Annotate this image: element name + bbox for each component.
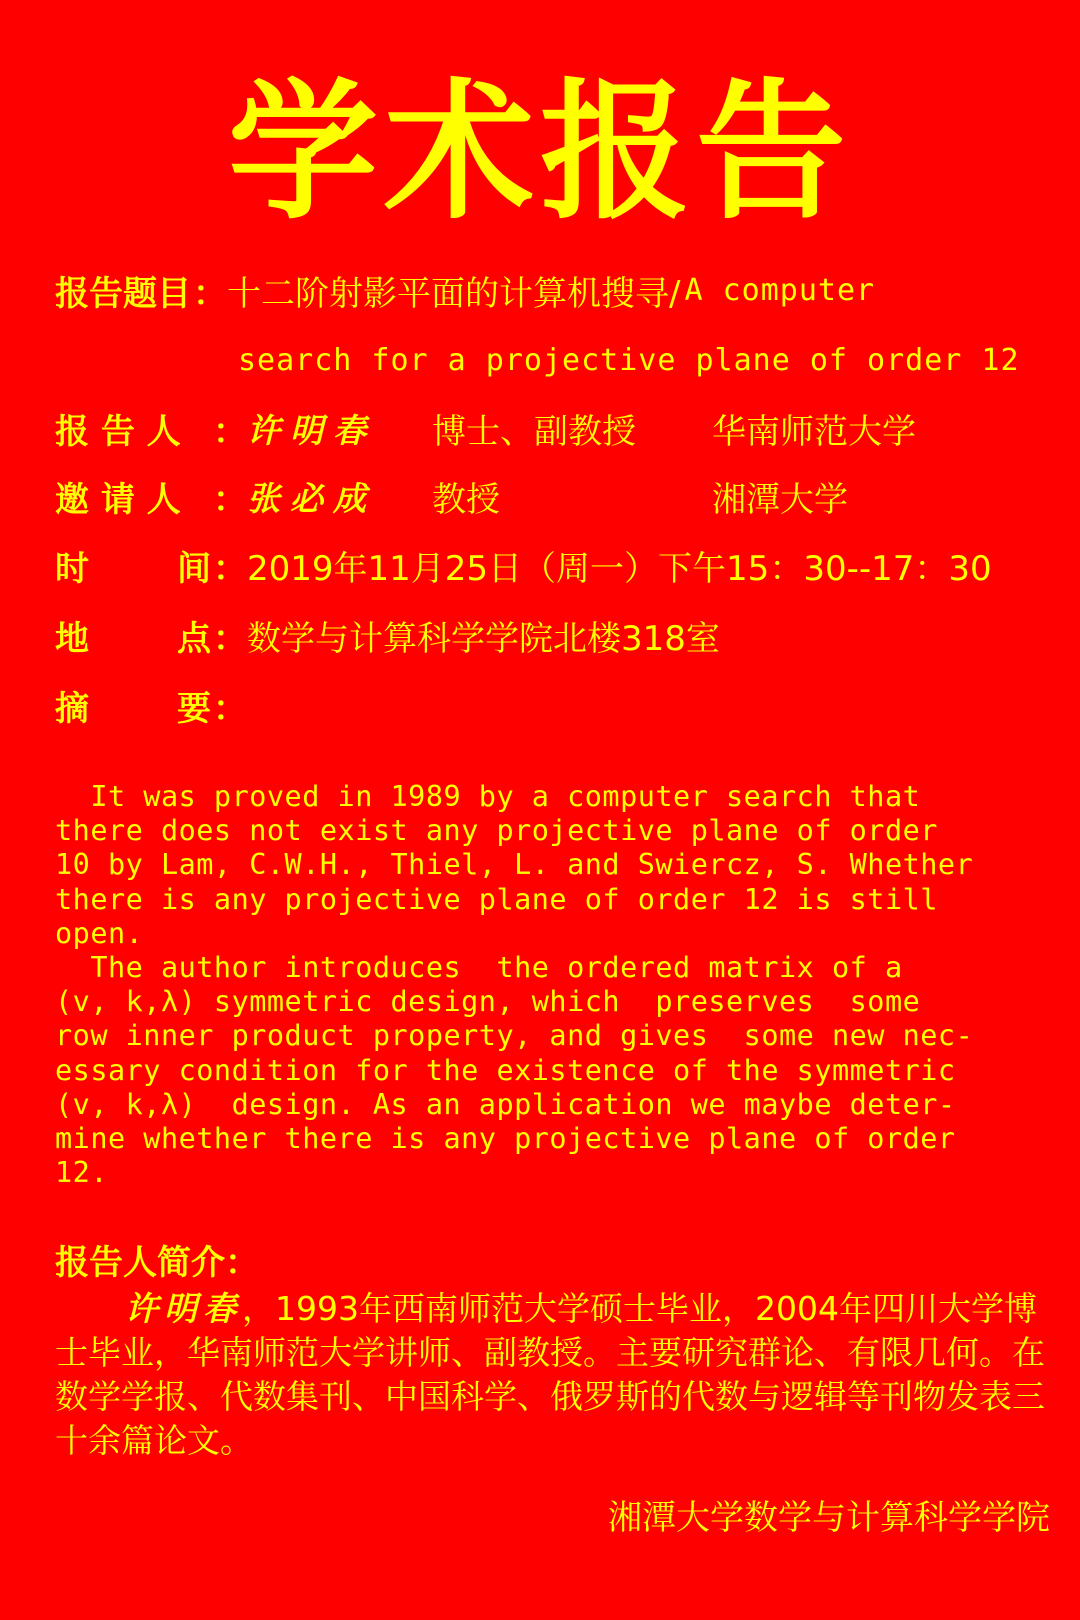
abstract-line: open. bbox=[55, 916, 144, 950]
place-label bbox=[55, 611, 247, 660]
time-row bbox=[55, 540, 992, 590]
abstract-line: row inner product property, and gives some new nec- bbox=[55, 1019, 974, 1053]
place-value: 数学与计算科学学院北楼318室 bbox=[247, 618, 720, 659]
place-label-b: 点 bbox=[177, 618, 211, 659]
speaker-title: 博士、副教授 bbox=[432, 411, 636, 452]
speaker-affiliation: 华南师范大学 bbox=[712, 411, 916, 452]
time-label-b: 间 bbox=[177, 548, 211, 589]
inviter-label bbox=[55, 472, 247, 521]
abstract-label-a: 摘 bbox=[55, 688, 89, 729]
footer-org: 湘潭大学数学与计算科学学院 bbox=[608, 1498, 1050, 1538]
abstract-body bbox=[55, 780, 1045, 1190]
abstract-line: there is any projective plane of order 12 is still bbox=[55, 882, 938, 916]
bio-body bbox=[55, 1287, 1045, 1463]
inviter-title: 教授 bbox=[432, 479, 500, 520]
inviter-affiliation: 湘潭大学 bbox=[712, 479, 848, 520]
topic-row-2 bbox=[238, 335, 1020, 385]
speaker-label bbox=[55, 404, 247, 453]
time-label-a: 时 bbox=[55, 548, 89, 589]
speaker-label-colon: ： bbox=[213, 411, 247, 452]
topic-en-line2: search for a projective plane of order 12 bbox=[238, 342, 1020, 378]
inviter-row bbox=[55, 471, 848, 521]
abstract-line: (v, k,λ) design. As an application we maybe deter- bbox=[55, 1087, 956, 1121]
topic-row bbox=[55, 265, 875, 315]
time-label bbox=[55, 541, 247, 590]
abstract-line: It was proved in 1989 by a computer search that bbox=[55, 780, 921, 813]
inviter-name: 张必成 bbox=[247, 478, 376, 518]
place-label-colon: ： bbox=[213, 618, 247, 659]
abstract-line: The author introduces the ordered matrix of a bbox=[55, 951, 903, 985]
bio-label: 报告人简介： bbox=[55, 1243, 259, 1283]
topic-en-line1: A computer bbox=[684, 272, 876, 308]
speaker-name: 许明春 bbox=[247, 410, 376, 450]
bio-text: ，1993年西南师范大学硕士毕业，2004年四川大学博士毕业，华南师范大学讲师、副教授。主要研究群论、有限几何。在数学学报、代数集刊、中国科学、俄罗斯的代数与逻辑等刊物发表三十余篇论文。 bbox=[55, 1289, 1045, 1460]
abstract-label bbox=[55, 681, 247, 730]
topic-label-text: 报告题目 bbox=[55, 273, 191, 314]
abstract-line: 10 by Lam, C.W.H., Thiel, L. and Swiercz, S. Whether bbox=[55, 848, 974, 882]
abstract-label-b: 要 bbox=[177, 688, 211, 729]
abstract-label-row bbox=[55, 680, 247, 730]
inviter-label-colon: ： bbox=[213, 479, 247, 520]
abstract-line: mine whether there is any projective plane of order bbox=[55, 1122, 956, 1156]
topic-cn: 十二阶射影平面的计算机搜寻/ bbox=[227, 273, 681, 314]
time-value: 2019年11月25日（周一）下午15：30--17：30 bbox=[247, 548, 992, 589]
inviter-label-text: 邀 请 人 bbox=[55, 479, 181, 520]
abstract-line: 12. bbox=[55, 1156, 108, 1190]
abstract-line: (v, k,λ) symmetric design, which preserves some bbox=[55, 985, 921, 1019]
place-row bbox=[55, 610, 720, 660]
abstract-label-colon: ： bbox=[213, 688, 247, 729]
topic-label-colon: ： bbox=[193, 273, 227, 314]
time-label-colon: ： bbox=[213, 548, 247, 589]
abstract-line: there does not exist any projective plane of order bbox=[55, 814, 938, 848]
topic-label bbox=[55, 266, 227, 315]
abstract-line: essary condition for the existence of the symmetric bbox=[55, 1053, 956, 1087]
speaker-row bbox=[55, 403, 916, 453]
poster-title: 学术报告 bbox=[227, 66, 852, 240]
bio-name: 许明春 bbox=[125, 1289, 242, 1328]
place-label-a: 地 bbox=[55, 618, 89, 659]
speaker-label-text: 报 告 人 bbox=[55, 411, 181, 452]
